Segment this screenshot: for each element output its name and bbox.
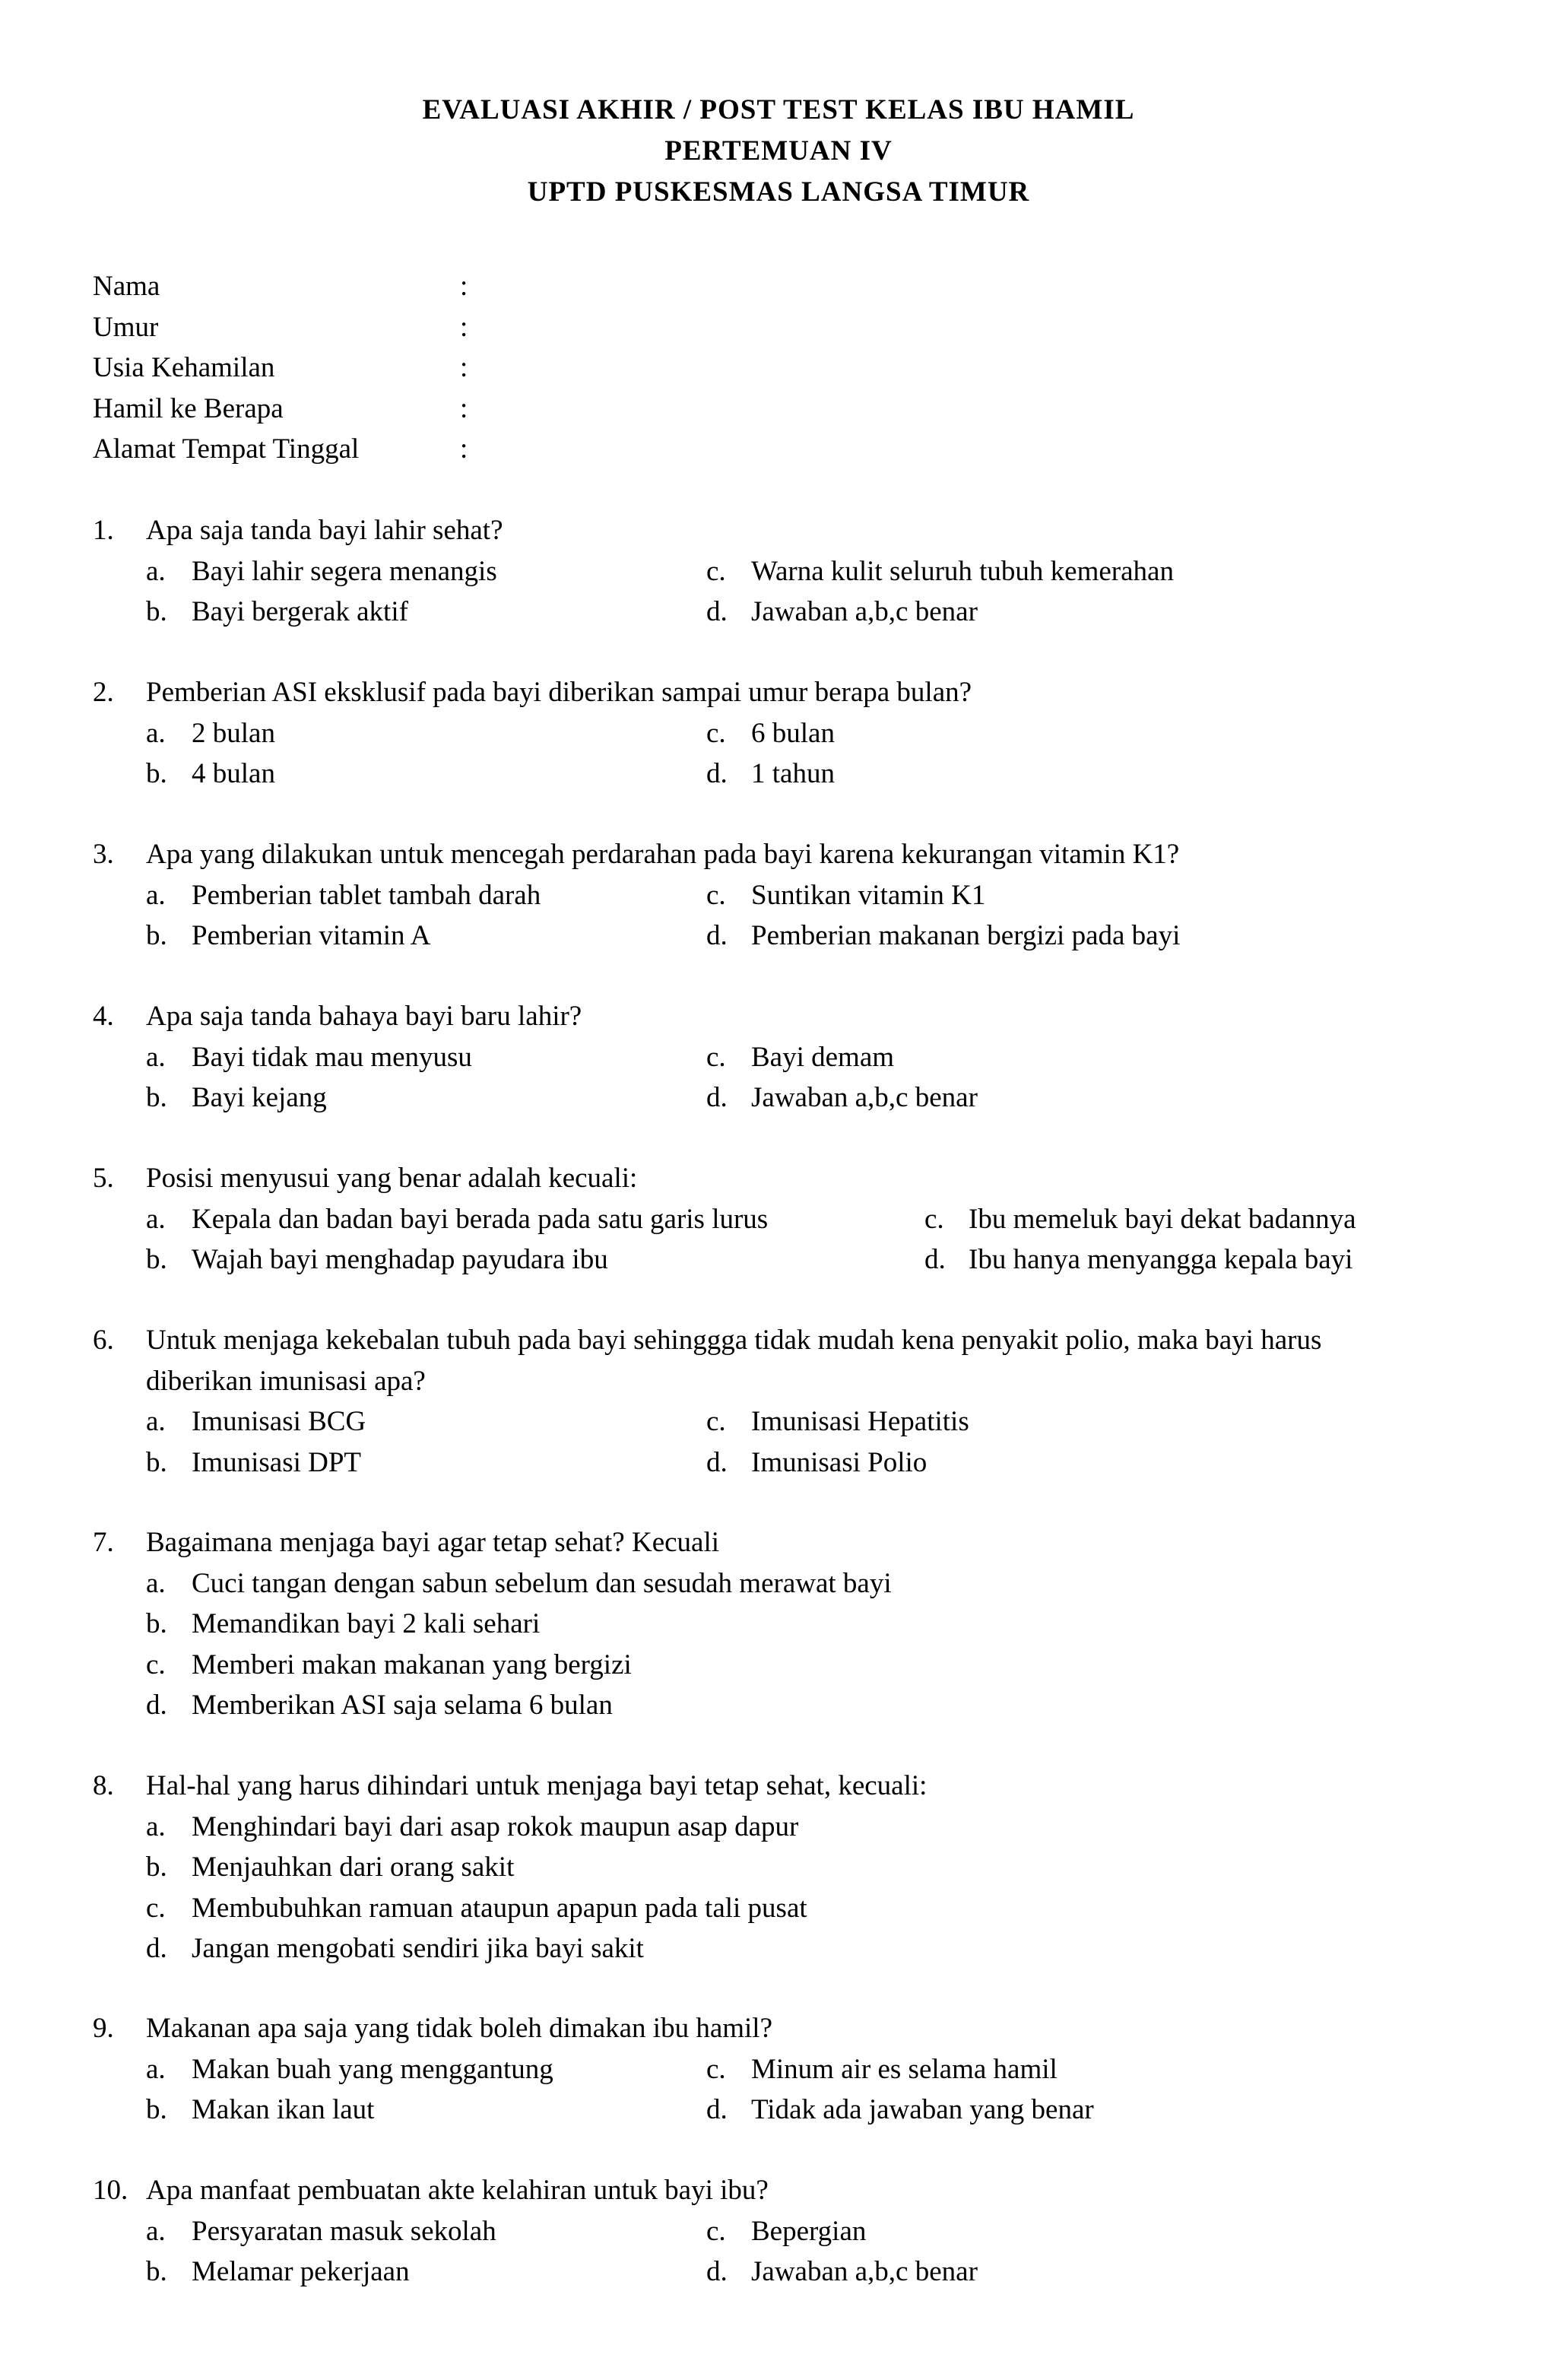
option-c: Imunisasi Hepatitis <box>751 1406 969 1437</box>
option-letter: c. <box>706 2215 726 2247</box>
option-c: Bayi demam <box>751 1041 895 1073</box>
question-number: 2. <box>93 677 114 708</box>
identity-colon: : <box>460 311 468 343</box>
question-6 <box>0 1322 1557 1484</box>
option-d: 1 tahun <box>751 758 835 789</box>
identity-row-usia-kehamilan <box>93 349 777 390</box>
question-text: Bagaimana menjaga bayi agar tetap sehat? Kecuali <box>146 1527 720 1558</box>
option-letter: c. <box>706 1041 726 1073</box>
option-a: Kepala dan badan bayi berada pada satu garis lurus <box>192 1203 769 1235</box>
option-a: Cuci tangan dengan sabun sebelum dan sesudah merawat bayi <box>192 1567 892 1599</box>
question-number: 7. <box>93 1527 114 1558</box>
question-number: 5. <box>93 1163 114 1194</box>
option-b: Imunisasi DPT <box>192 1446 362 1478</box>
option-a: Persyaratan masuk sekolah <box>192 2215 496 2247</box>
option-b: Pemberian vitamin A <box>192 920 431 951</box>
title-line-3: UPTD PUSKESMAS LANGSA TIMUR <box>527 176 1030 208</box>
option-letter: c. <box>706 1406 726 1437</box>
option-letter: b. <box>146 596 167 627</box>
identity-colon: : <box>460 433 468 465</box>
option-b: Memandikan bayi 2 kali sehari <box>192 1608 541 1639</box>
option-letter: d. <box>706 920 728 951</box>
question-10 <box>0 2172 1557 2294</box>
option-letter: c. <box>706 2053 726 2085</box>
question-8 <box>0 1767 1557 1971</box>
option-letter: a. <box>146 1406 166 1437</box>
option-letter: b. <box>146 2094 167 2125</box>
identity-fields <box>93 268 777 471</box>
option-letter: d. <box>706 596 728 627</box>
option-d: Jawaban a,b,c benar <box>751 596 978 627</box>
question-text: Apa saja tanda bayi lahir sehat? <box>146 515 503 546</box>
option-letter: b. <box>146 1446 167 1478</box>
option-b: Wajah bayi menghadap payudara ibu <box>192 1244 608 1275</box>
option-letter: b. <box>146 1244 167 1275</box>
option-letter: d. <box>706 1446 728 1478</box>
question-7 <box>0 1524 1557 1728</box>
option-letter: a. <box>146 1810 166 1842</box>
option-c: Memberi makan makanan yang bergizi <box>192 1649 632 1680</box>
question-5 <box>0 1160 1557 1282</box>
question-text: Apa manfaat pembuatan akte kelahiran untuk bayi ibu? <box>146 2175 769 2206</box>
option-a: Bayi lahir segera menangis <box>192 555 497 587</box>
option-letter: a. <box>146 2215 166 2247</box>
question-4 <box>0 998 1557 1120</box>
option-letter: c. <box>924 1203 944 1235</box>
option-b: Makan ikan laut <box>192 2094 375 2125</box>
question-2 <box>0 674 1557 796</box>
question-3 <box>0 836 1557 958</box>
identity-label: Umur <box>93 311 159 343</box>
option-d: Imunisasi Polio <box>751 1446 928 1478</box>
option-letter: d. <box>146 1933 167 1964</box>
identity-label: Usia Kehamilan <box>93 352 275 383</box>
option-letter: a. <box>146 717 166 749</box>
identity-colon: : <box>460 392 468 424</box>
option-a: Pemberian tablet tambah darah <box>192 879 541 911</box>
option-letter: a. <box>146 2053 166 2085</box>
option-b: Menjauhkan dari orang sakit <box>192 1852 515 1883</box>
identity-row-hamil-ke <box>93 390 777 431</box>
option-letter: d. <box>146 1690 167 1721</box>
option-letter: b. <box>146 2256 167 2287</box>
option-a: 2 bulan <box>192 717 275 749</box>
option-letter: b. <box>146 920 167 951</box>
option-letter: d. <box>706 2256 728 2287</box>
option-letter: d. <box>706 1082 728 1113</box>
option-d: Ibu hanya menyangga kepala bayi <box>969 1244 1353 1275</box>
identity-colon: : <box>460 271 468 302</box>
option-letter: a. <box>146 1041 166 1073</box>
question-number: 9. <box>93 2013 114 2044</box>
option-letter: d. <box>706 2094 728 2125</box>
question-number: 8. <box>93 1770 114 1801</box>
question-9 <box>0 2010 1557 2132</box>
option-letter: c. <box>146 1649 166 1680</box>
option-letter: b. <box>146 1608 167 1639</box>
identity-label: Nama <box>93 271 160 302</box>
option-b: Melamar pekerjaan <box>192 2256 410 2287</box>
option-letter: c. <box>706 555 726 587</box>
question-number: 1. <box>93 515 114 546</box>
option-b: Bayi bergerak aktif <box>192 596 408 627</box>
option-letter: c. <box>706 879 726 911</box>
option-letter: a. <box>146 1567 166 1599</box>
option-c: Membubuhkan ramuan ataupun apapun pada tali pusat <box>192 1892 807 1924</box>
identity-row-umur <box>93 309 777 350</box>
title-line-2: PERTEMUAN IV <box>664 135 893 167</box>
option-a: Menghindari bayi dari asap rokok maupun asap dapur <box>192 1810 799 1842</box>
option-c: Ibu memeluk bayi dekat badannya <box>969 1203 1356 1235</box>
option-c: Warna kulit seluruh tubuh kemerahan <box>751 555 1174 587</box>
question-text: Pemberian ASI eksklusif pada bayi diberikan sampai umur berapa bulan? <box>146 677 972 708</box>
option-letter: d. <box>924 1244 946 1275</box>
option-b: Bayi kejang <box>192 1082 327 1113</box>
identity-label: Alamat Tempat Tinggal <box>93 433 360 465</box>
option-letter: a. <box>146 879 166 911</box>
option-a: Makan buah yang menggantung <box>192 2053 553 2085</box>
question-1 <box>0 512 1557 634</box>
option-a: Imunisasi BCG <box>192 1406 366 1437</box>
question-text: Apa yang dilakukan untuk mencegah perdarahan pada bayi karena kekurangan vitamin K1? <box>146 839 1180 870</box>
option-letter: b. <box>146 1852 167 1883</box>
question-number: 10. <box>93 2175 128 2206</box>
identity-label: Hamil ke Berapa <box>93 392 284 424</box>
question-text-continued: diberikan imunisasi apa? <box>146 1365 426 1397</box>
question-text: Hal-hal yang harus dihindari untuk menjaga bayi tetap sehat, kecuali: <box>146 1770 928 1801</box>
question-number: 3. <box>93 839 114 870</box>
option-c: Bepergian <box>751 2215 867 2247</box>
identity-row-alamat <box>93 430 777 471</box>
option-letter: d. <box>706 758 728 789</box>
option-b: 4 bulan <box>192 758 275 789</box>
option-c: Suntikan vitamin K1 <box>751 879 986 911</box>
option-c: Minum air es selama hamil <box>751 2053 1058 2085</box>
option-d: Jawaban a,b,c benar <box>751 2256 978 2287</box>
option-letter: b. <box>146 1082 167 1113</box>
question-number: 6. <box>93 1325 114 1356</box>
question-number: 4. <box>93 1001 114 1032</box>
identity-row-nama <box>93 268 777 309</box>
document-header <box>0 90 1557 213</box>
question-text: Untuk menjaga kekebalan tubuh pada bayi sehinggga tidak mudah kena penyakit polio, maka bayi harus <box>146 1325 1322 1356</box>
question-text: Makanan apa saja yang tidak boleh dimakan ibu hamil? <box>146 2013 773 2044</box>
option-d: Jawaban a,b,c benar <box>751 1082 978 1113</box>
option-d: Pemberian makanan bergizi pada bayi <box>751 920 1181 951</box>
option-letter: a. <box>146 1203 166 1235</box>
title-line-1: EVALUASI AKHIR / POST TEST KELAS IBU HAMIL <box>422 94 1135 125</box>
option-d: Jangan mengobati sendiri jika bayi sakit <box>192 1933 644 1964</box>
option-letter: c. <box>706 717 726 749</box>
option-letter: b. <box>146 758 167 789</box>
option-c: 6 bulan <box>751 717 835 749</box>
option-d: Tidak ada jawaban yang benar <box>751 2094 1094 2125</box>
option-a: Bayi tidak mau menyusu <box>192 1041 472 1073</box>
identity-colon: : <box>460 352 468 383</box>
option-letter: a. <box>146 555 166 587</box>
option-d: Memberikan ASI saja selama 6 bulan <box>192 1690 613 1721</box>
question-text: Apa saja tanda bahaya bayi baru lahir? <box>146 1001 582 1032</box>
question-text: Posisi menyusui yang benar adalah kecuali: <box>146 1163 638 1194</box>
option-letter: c. <box>146 1892 166 1924</box>
